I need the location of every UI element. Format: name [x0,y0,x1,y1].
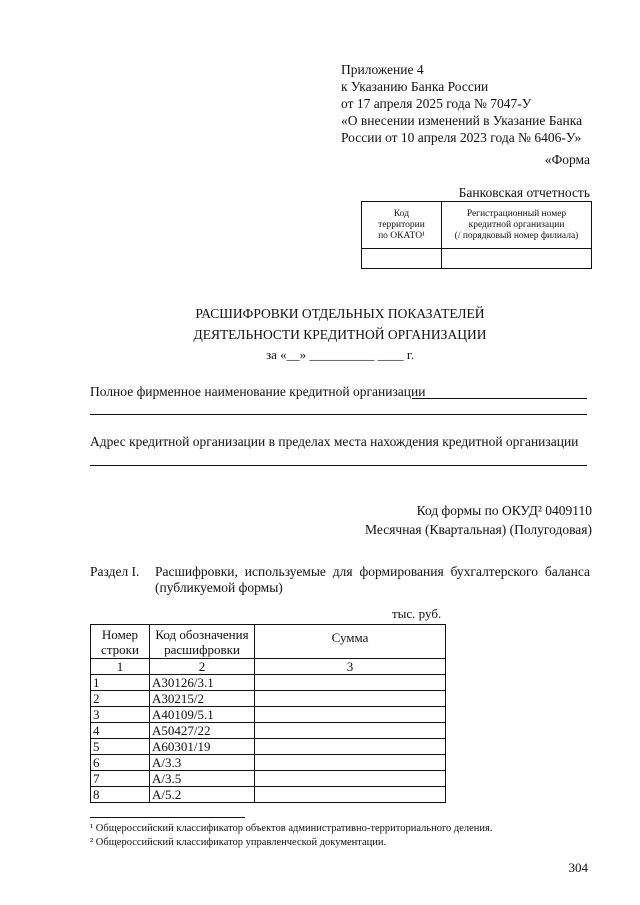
header-row-number-line-2: строки [101,641,139,657]
section-title-line-2: (публикуемой формы) [155,580,283,595]
row-code: А40109/5.1 [150,707,255,723]
row-sum[interactable] [255,675,446,691]
units-label: тыс. руб. [392,606,442,621]
footnote-1: ¹ Общероссийский классификатор объектов административно-территориального деления. [90,823,493,834]
header-code-line-1: Код обозначения [155,626,249,642]
table-row [91,723,446,739]
row-number: 2 [91,691,150,707]
row-code: А/3.5 [150,771,255,787]
row-code: А30126/3.1 [150,675,255,691]
col-number-1: 1 [91,659,150,675]
row-sum[interactable] [255,739,446,755]
row-sum[interactable] [255,691,446,707]
okato-header [362,202,442,249]
row-code: А60301/19 [150,739,255,755]
header-row-number [91,625,150,659]
header-sum: Сумма [255,625,446,659]
section-title-line-1: Расшифровки, используемые для формирования бухгалтерского баланса [155,564,590,579]
row-sum[interactable] [255,707,446,723]
row-number: 7 [91,771,150,787]
row-number: 6 [91,755,150,771]
okato-header-line-3: по ОКАТО¹ [378,230,425,241]
row-sum[interactable] [255,787,446,803]
row-sum[interactable] [255,723,446,739]
full-name-label: Полное фирменное наименование кредитной организации [90,384,426,399]
title-line-2: ДЕЯТЕЛЬНОСТИ КРЕДИТНОЙ ОРГАНИЗАЦИИ [193,327,487,342]
full-name-field-line-2[interactable] [90,414,587,415]
table-row [91,739,446,755]
registration-header [442,202,592,249]
footnote-2: ² Общероссийский классификатор управленческой документации. [90,837,387,848]
form-code-block [365,502,592,538]
row-code: А/5.2 [150,787,255,803]
registration-header-line-1: Регистрационный номер [466,208,567,219]
appendix-line-2: к Указанию Банка России [341,79,489,94]
registration-header-line-3: (/ порядковый номер филиала) [454,230,579,241]
appendix-line-1: Приложение 4 [341,62,424,77]
address-label: Адрес кредитной организации в пределах места нахождения кредитной организации [90,434,579,449]
appendix-line-4: «О внесении изменений в Указание Банка [341,113,583,128]
appendix-block [341,61,582,146]
row-number: 5 [91,739,150,755]
form-label: «Форма [544,152,590,167]
appendix-line-3: от 17 апреля 2025 года № 7047-У [341,96,532,111]
col-number-2: 2 [150,659,255,675]
header-row-number-line-1: Номер [101,626,139,642]
table-row [91,691,446,707]
table-row [91,787,446,803]
full-name-field-line-1[interactable] [412,398,587,399]
okato-header-line-2: территории [378,219,425,230]
main-table [90,624,446,803]
registration-header-line-2: кредитной организации [468,219,565,230]
row-number: 1 [91,675,150,691]
table-row [91,707,446,723]
col-number-3: 3 [255,659,446,675]
row-code: А30215/2 [150,691,255,707]
header-code-line-2: расшифровки [164,641,240,657]
section-prefix: Раздел I. [90,564,140,579]
row-code: А50427/22 [150,723,255,739]
row-sum[interactable] [255,771,446,787]
report-period: за «__» __________ ____ г. [265,347,415,362]
address-field-line[interactable] [90,465,587,466]
table-row [91,755,446,771]
okud-code: Код формы по ОКУД² 0409110 [416,503,592,518]
row-code: А/3.3 [150,755,255,771]
row-number: 8 [91,787,150,803]
okato-header-line-1: Код [393,208,410,219]
footnote-separator [90,817,245,818]
document-title [0,305,640,343]
bank-reporting-label: Банковская отчетность [458,185,590,200]
title-line-1: РАСШИФРОВКИ ОТДЕЛЬНЫХ ПОКАЗАТЕЛЕЙ [195,306,485,321]
row-number: 3 [91,707,150,723]
table-row [91,675,446,691]
page-number: 304 [568,860,588,875]
periodicity: Месячная (Квартальная) (Полугодовая) [365,522,592,537]
okato-value-cell[interactable] [362,249,442,269]
table-row [91,771,446,787]
code-table [361,201,592,269]
row-sum[interactable] [255,755,446,771]
row-number: 4 [91,723,150,739]
appendix-line-5: России от 10 апреля 2023 года № 6406-У» [341,130,582,145]
header-code [150,625,255,659]
registration-value-cell[interactable] [442,249,592,269]
